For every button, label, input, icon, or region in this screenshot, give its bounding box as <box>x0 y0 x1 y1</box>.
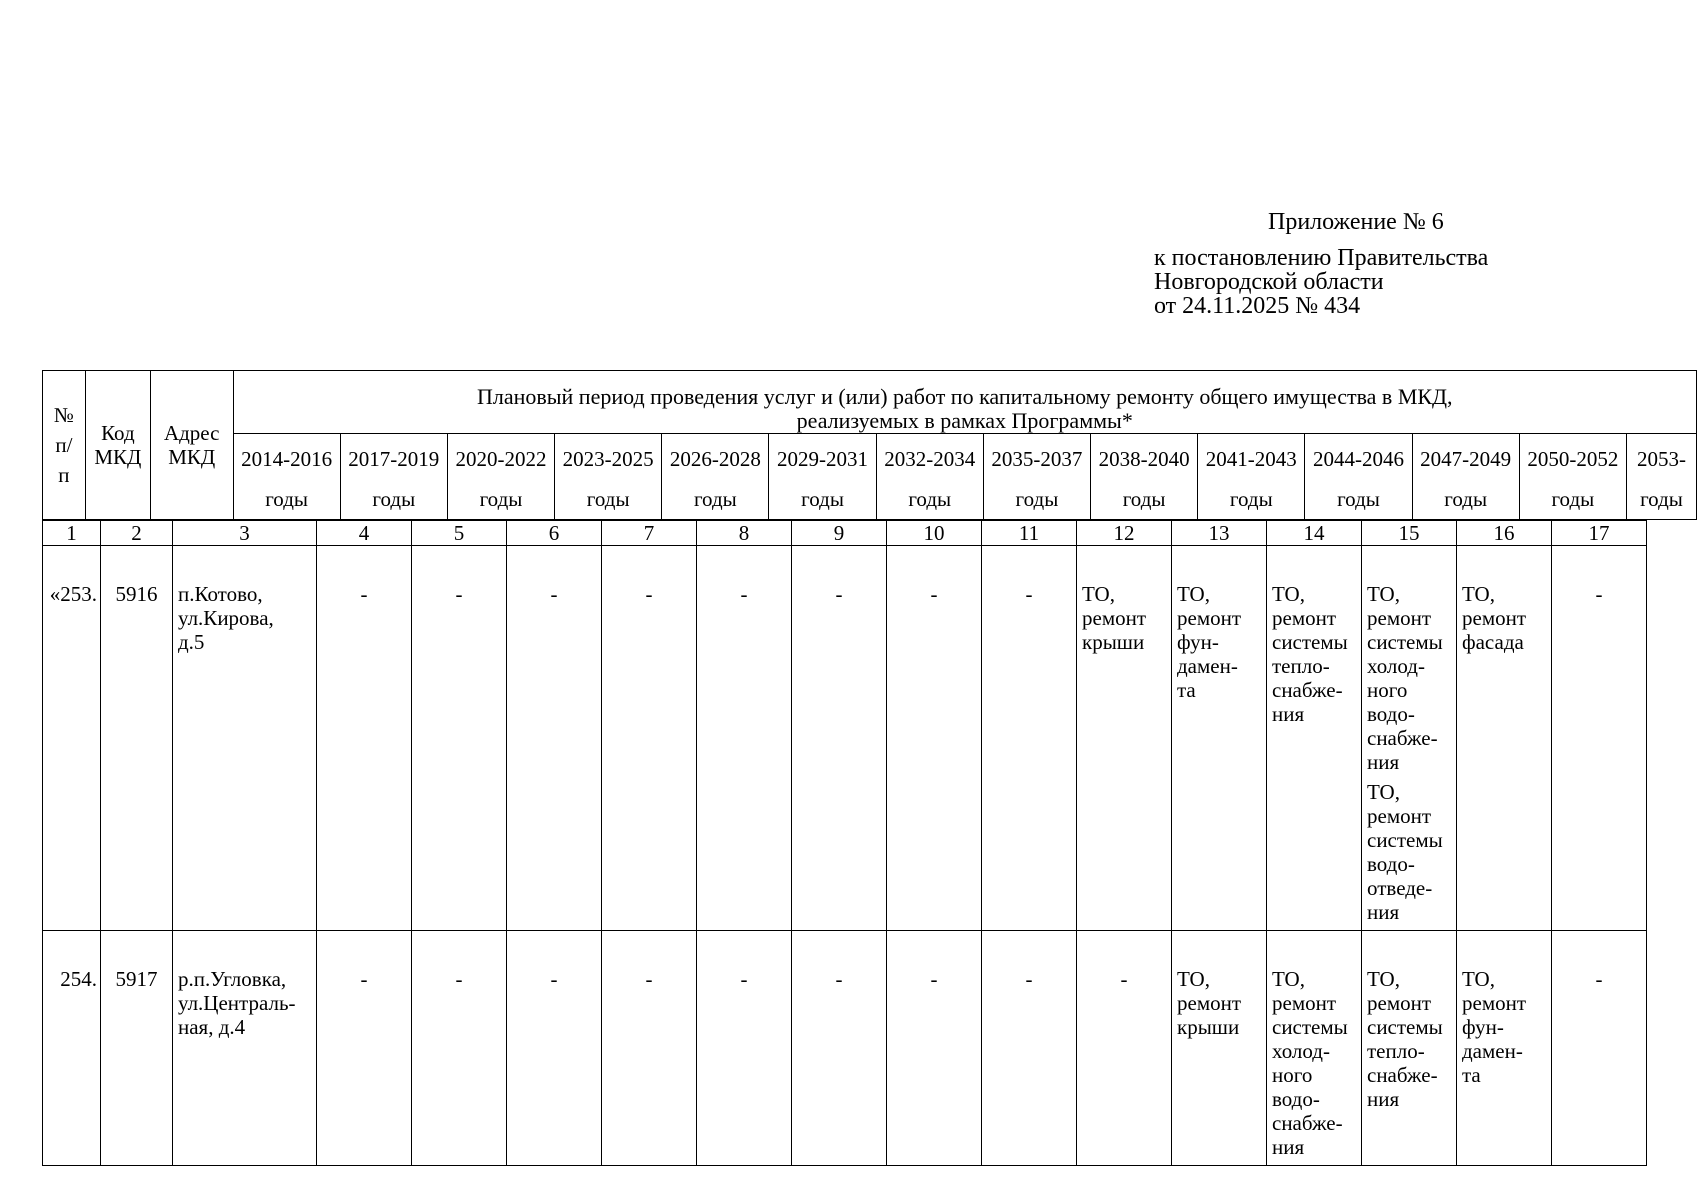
period-header-1 <box>340 434 447 520</box>
period-header-5 <box>769 434 876 520</box>
header-col-number <box>43 371 86 520</box>
period-years-word: годы <box>1229 487 1273 511</box>
table-row <box>43 931 1647 1166</box>
empty-period-cell: - <box>507 931 602 1166</box>
column-number: 11 <box>982 521 1077 546</box>
work-cell <box>1077 546 1172 931</box>
period-years-word: годы <box>265 487 308 511</box>
column-number: 3 <box>173 521 317 546</box>
period-header-12 <box>1519 434 1626 520</box>
work-item: ТО, ремонт фун- дамен- та <box>1177 582 1242 702</box>
row-code: 5916 <box>101 546 173 931</box>
period-years: 2026-2028 <box>669 447 761 471</box>
empty-period-cell: - <box>887 546 982 931</box>
header-col-code: Код МКД <box>85 371 150 520</box>
work-item: ТО, ремонт системы тепло- снабже- ния <box>1367 967 1443 1111</box>
empty-period-cell: - <box>602 546 697 931</box>
period-header-8 <box>1091 434 1198 520</box>
period-header-2 <box>447 434 554 520</box>
period-years: 2023-2025 <box>562 447 654 471</box>
column-number: 8 <box>697 521 792 546</box>
column-numbers-row <box>43 521 1647 546</box>
period-years-word: годы <box>1015 487 1059 511</box>
work-item: ТО, ремонт фасада <box>1462 582 1527 654</box>
period-years: 2044-2046 <box>1312 447 1404 471</box>
column-number: 14 <box>1267 521 1362 546</box>
row-code: 5917 <box>101 931 173 1166</box>
period-years-word: годы <box>1640 487 1683 511</box>
column-number: 17 <box>1552 521 1647 546</box>
empty-period-cell: - <box>697 931 792 1166</box>
period-years-word: годы <box>1551 487 1595 511</box>
empty-period-cell: - <box>982 546 1077 931</box>
work-cell <box>1267 931 1362 1166</box>
work-item: ТО, ремонт фун- дамен- та <box>1462 967 1527 1087</box>
empty-period-cell: - <box>792 546 887 931</box>
work-cell <box>1457 546 1552 931</box>
work-item: ТО, ремонт системы тепло- снабже- ния <box>1272 582 1348 726</box>
header-planned-period: Плановый период проведения услуг и (или) работ по капитальному ремонту общего имущества в МКД, реализуемых в рамках Программы* <box>233 371 1696 434</box>
column-number: 1 <box>43 521 101 546</box>
period-years-word: годы <box>1337 487 1380 511</box>
empty-period-cell: - <box>507 546 602 931</box>
period-years: 2041-2043 <box>1205 447 1297 471</box>
row-number: 254. <box>43 931 101 1166</box>
column-number: 2 <box>101 521 173 546</box>
work-item: ТО, ремонт системы водо- отведе- ния <box>1367 780 1443 924</box>
period-years-word: годы <box>372 487 416 511</box>
period-years: 2053- <box>1636 447 1686 471</box>
header-num-line-3: п <box>58 463 70 487</box>
work-item: ТО, ремонт системы холод- ного водо- снабже- ния <box>1367 582 1443 774</box>
work-cell <box>1267 546 1362 931</box>
period-years: 2035-2037 <box>991 447 1083 471</box>
empty-period-cell: - <box>887 931 982 1166</box>
header-table <box>42 370 1697 520</box>
empty-period-cell: - <box>1552 931 1647 1166</box>
work-cell <box>1362 546 1457 931</box>
table-row <box>43 546 1647 931</box>
row-address: р.п.Угловка, ул.Централь- ная, д.4 <box>173 931 317 1166</box>
work-item: ТО, ремонт крыши <box>1082 582 1147 654</box>
empty-period-cell: - <box>317 931 412 1166</box>
header-num-line-1: № <box>53 403 74 427</box>
period-years-word: годы <box>1444 487 1488 511</box>
period-years: 2050-2052 <box>1527 447 1619 471</box>
period-years: 2038-2040 <box>1098 447 1190 471</box>
column-number: 6 <box>507 521 602 546</box>
period-header-4 <box>662 434 769 520</box>
period-years-word: годы <box>693 487 737 511</box>
period-header-6 <box>876 434 983 520</box>
period-years: 2020-2022 <box>455 447 547 471</box>
period-years-word: годы <box>801 487 844 511</box>
empty-period-cell: - <box>697 546 792 931</box>
annex-line-region: Новгородской области <box>1154 269 1384 295</box>
annex-line-decree: к постановлению Правительства <box>1154 245 1489 271</box>
period-header-10 <box>1305 434 1412 520</box>
period-years-word: годы <box>479 487 523 511</box>
period-years: 2014-2016 <box>241 447 333 471</box>
work-item: ТО, ремонт крыши <box>1177 967 1242 1039</box>
period-years-word: годы <box>586 487 630 511</box>
column-number: 15 <box>1362 521 1457 546</box>
column-number: 5 <box>412 521 507 546</box>
empty-period-cell: - <box>1552 546 1647 931</box>
period-header-13 <box>1626 434 1696 520</box>
period-header-0 <box>233 434 340 520</box>
column-number: 4 <box>317 521 412 546</box>
period-header-11 <box>1412 434 1519 520</box>
period-header-7 <box>983 434 1090 520</box>
column-number: 7 <box>602 521 697 546</box>
work-cell <box>1172 931 1267 1166</box>
period-years: 2029-2031 <box>777 447 869 471</box>
empty-period-cell: - <box>1077 931 1172 1166</box>
column-number: 13 <box>1172 521 1267 546</box>
empty-period-cell: - <box>412 546 507 931</box>
annex-title: Приложение № 6 <box>1268 209 1444 235</box>
schedule-table <box>42 520 1647 1166</box>
empty-period-cell: - <box>317 546 412 931</box>
work-item: ТО, ремонт системы холод- ного водо- снабже- ния <box>1272 967 1348 1159</box>
period-years-word: годы <box>908 487 952 511</box>
column-number: 9 <box>792 521 887 546</box>
row-address: п.Котово, ул.Кирова, д.5 <box>173 546 317 931</box>
annex-line-date: от 24.11.2025 № 434 <box>1154 293 1361 319</box>
empty-period-cell: - <box>412 931 507 1166</box>
period-years: 2032-2034 <box>884 447 976 471</box>
header-col-address: Адрес МКД <box>150 371 233 520</box>
period-header-9 <box>1198 434 1305 520</box>
period-header-3 <box>555 434 662 520</box>
work-cell <box>1362 931 1457 1166</box>
column-number: 16 <box>1457 521 1552 546</box>
header-num-line-2: п/ <box>55 433 73 457</box>
column-number: 10 <box>887 521 982 546</box>
period-years: 2017-2019 <box>348 447 440 471</box>
period-years: 2047-2049 <box>1420 447 1512 471</box>
empty-period-cell: - <box>602 931 697 1166</box>
period-years-word: годы <box>1122 487 1166 511</box>
empty-period-cell: - <box>792 931 887 1166</box>
work-cell <box>1457 931 1552 1166</box>
header-periods-row <box>43 434 1697 520</box>
empty-period-cell: - <box>982 931 1077 1166</box>
work-cell <box>1172 546 1267 931</box>
column-number: 12 <box>1077 521 1172 546</box>
row-number: «253. <box>43 546 101 931</box>
